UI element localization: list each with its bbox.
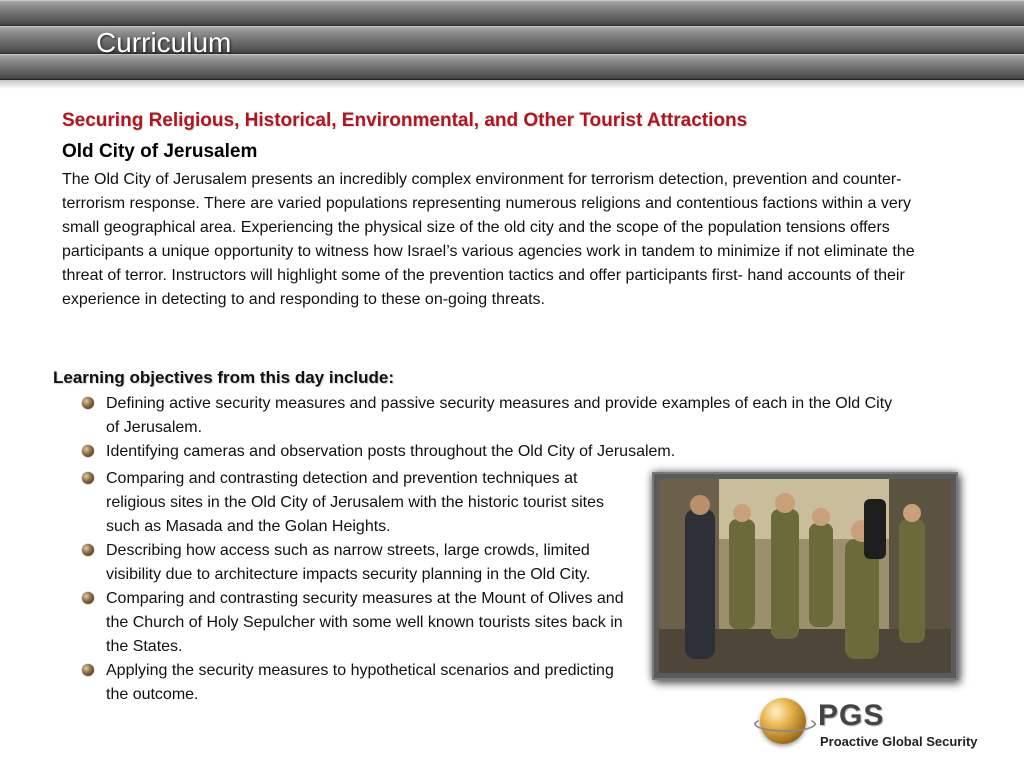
logo-tagline: Proactive Global Security	[820, 734, 978, 749]
objectives-heading: Learning objectives from this day include:	[53, 368, 395, 387]
page-title: Curriculum	[96, 27, 232, 58]
bullet-icon	[82, 472, 94, 484]
bullet-icon	[82, 664, 94, 676]
objective-text: Applying the security measures to hypothetical scenarios and predicting the outcome.	[106, 662, 614, 703]
pgs-logo	[756, 696, 996, 756]
list-item	[80, 392, 900, 440]
globe-ring	[754, 716, 816, 732]
location-heading: Old City of Jerusalem	[62, 141, 258, 162]
list-item	[80, 539, 640, 587]
objective-text: Comparing and contrasting detection and prevention techniques at religious sites in the Old City of Jerusalem with the historic tourist sites such as Masada and the Golan Heights.	[106, 470, 604, 535]
header-bar-top	[0, 0, 1024, 26]
photo-frame	[652, 472, 958, 680]
intro-paragraph: The Old City of Jerusalem presents an incredibly complex environment for terrorism detection, prevention and counter-terrorism response. There are varied populations representing numerous religions and contentious factions within a very small geographical area. Experiencing the physical size of the old city and the scope of the population tensions offers participants a unique opportunity to witness how Israel’s various agencies work in tandem to minimize if not eliminate the threat of terror. Instructors will highlight some of the prevention tactics and offer participants first- hand accounts of their experience in detecting to and responding to these on-going threats.	[62, 171, 915, 308]
objective-text: Describing how access such as narrow streets, large crowds, limited visibility due to architecture impacts security planning in the Old City.	[106, 542, 591, 583]
objective-text: Identifying cameras and observation posts throughout the Old City of Jerusalem.	[106, 443, 676, 460]
objectives-list-bottom	[80, 467, 640, 707]
list-item	[80, 587, 640, 659]
bullet-icon	[82, 592, 94, 604]
bullet-icon	[82, 397, 94, 409]
bullet-icon	[82, 445, 94, 457]
objective-text: Defining active security measures and passive security measures and provide examples of each in the Old City of Jerusalem.	[106, 395, 893, 436]
soldiers-photo-illustration	[659, 479, 951, 673]
list-item	[80, 659, 640, 707]
header-banner	[0, 0, 1024, 84]
list-item	[80, 467, 640, 539]
objectives-list-top	[80, 392, 900, 464]
bullet-icon	[82, 544, 94, 556]
logo-name: PGS	[818, 699, 885, 732]
soldiers-photo	[659, 479, 951, 673]
header-shadow	[0, 79, 1024, 89]
section-subtitle: Securing Religious, Historical, Environmental, and Other Tourist Attractions	[62, 110, 748, 131]
list-item	[80, 440, 900, 464]
objective-text: Comparing and contrasting security measures at the Mount of Olives and the Church of Holy Sepulcher with some well known tourists sites back in the States.	[106, 590, 624, 655]
